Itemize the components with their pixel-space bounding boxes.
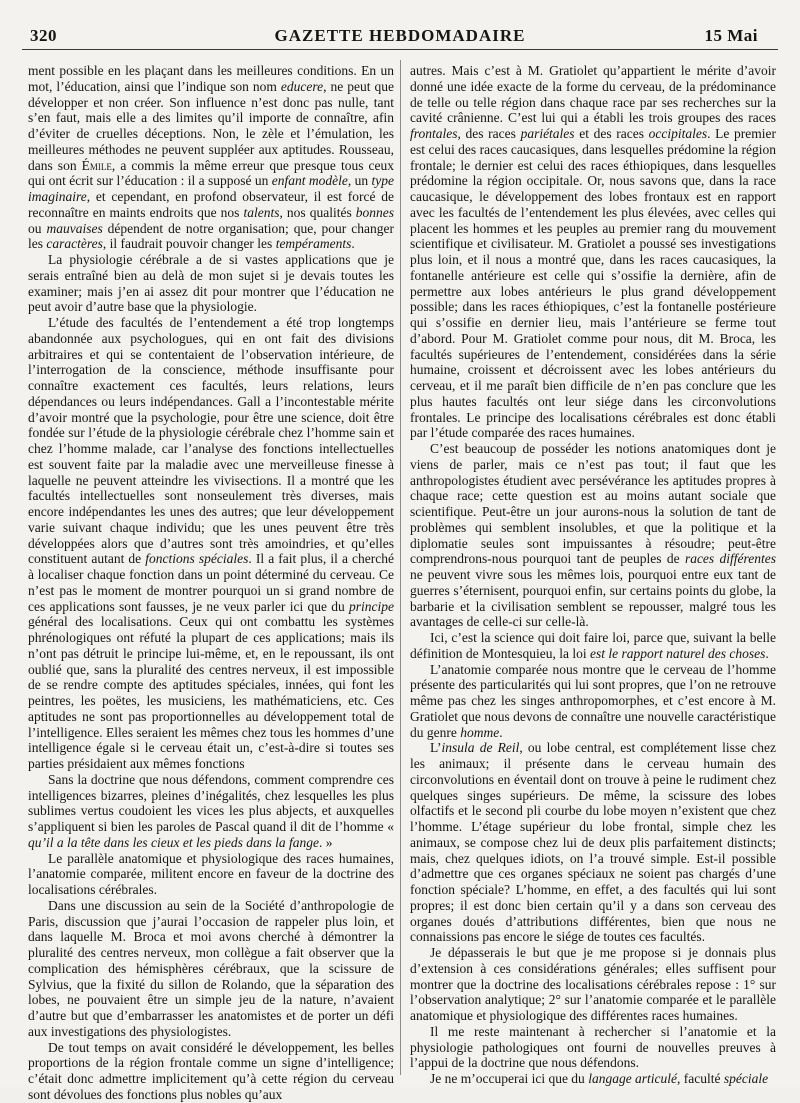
text-run: , et cependant, en profond observateur, il est forcé de reconnaître en maints endroits que nos [28,189,394,220]
text-run: . » [318,834,333,850]
text-run: , a commis la même erreur que presque tous ceux qui ont écrit sur l’éducation : il a supposé un [28,157,395,189]
italic-run: enfant modèle [271,173,348,189]
text-run: , un [347,173,372,189]
text-run: , faculté [677,1071,724,1086]
paragraph [28,63,394,252]
text-run: , nos qualités [279,204,356,220]
paragraph [28,772,394,851]
paragraph [410,1071,776,1087]
column-separator [400,60,401,1075]
text-run: ment possible en les plaçant dans les meilleures conditions. En un mot, l’éducation, ainsi que l’indique son nom [28,63,394,94]
italic-run: bonnes [355,204,394,220]
text-run: et des races [574,126,649,141]
issue-date: 15 Mai [704,26,758,45]
italic-run: mauvaises [46,220,103,236]
paragraph [410,740,776,945]
text-run: , il faudrait pouvoir changer les [102,236,276,252]
left-column [28,63,395,1102]
text-run: Ici, c’est la science qui doit faire loi, parce que, suivant la belle définition de Montesquieu, la loi [410,630,776,661]
text-run: , ne peut que développer et non créer. Son influence n’est donc pas nulle, tant s’en faut, mais elle a des limites qu’il importe de connaître, afin d’éviter de cruelles déceptions. Non, le zèle et l’émulation, les meilleures méthodes ne peuvent suppléer aux aptitudes. Rousseau, dans son [28,78,394,173]
text-run: Je ne m’occuperai ici que du [430,1071,589,1086]
right-column [410,63,776,1086]
paragraph [410,441,776,630]
text-run: L’ [430,740,442,756]
italic-run: educere [280,78,324,94]
text-run: L’anatomie comparée nous montre que le cerveau de l’homme présente des particularités qui lui sont propres, que l’on ne retrouve même pas chez les singes anthropomorphes, et c’est encore à M. Gratiolet que nous devons de connaître une nouvelle caractéristique du genre [410,661,776,740]
text-run: Sans la doctrine que nous défendons, comment comprendre ces intelligences bizarres, pleines d’inégalités, chez lesquelles les plus sublimes vertus coudoient les vices les plus abjects, et auxquelles s’appliquent si bien les paroles de Pascal quand il dit de l’homme « [28,771,394,834]
text-run: général des localisations. Ceux qui ont combattu les systèmes phrénologiques ont réfuté la plupart de ces applications; mais ils n’ont pas détruit le principe lui-même, et, en le repoussant, ils ont oublié que, sans la pluralité des centres nerveux, il est impossible de se rendre compte des aptitudes spéciales, innées, qui font les peintres, les poëtes, les musiciens, les mathématiciens, etc. Ces aptitudes ne sont pas proportionnelles au développement total de l’intelligence. Elles seraient les mêmes chez tous les hommes d’une intelligence égale si le cerveau était un, c’est-à-dire si toutes ses parties présidaient aux mêmes fonctions [28,614,394,771]
text-run: . [351,236,355,252]
text-run: ou [28,220,47,236]
small-caps-run: Émile [81,157,112,173]
paragraph: Il me reste maintenant à rechercher si l’anatomie et la physiologie pathologiques ont fourni de nouvelles preuves à l’appui de la doctrine que nous défendons. [410,1023,776,1071]
italic-run: type imaginaire [28,173,394,204]
text-run: . Le premier est celui des races caucasiques, dans lesquelles prédomine la région frontale; le dernier est celui des races éthiopiques, dans lesquelles prédomine la région occipitale. Or, nous savons que, dans la race caucasique, le développement des lobes frontaux est en rapport avec les facultés de l’entendement les plus élevées, avec celles qui placent les hommes et les peuples au premier rang du mouvement scientifique et civilisateur. M. Gratiolet a poussé ses investigations plus loin, et il nous a montré que, dans les races caucasiques, la fontanelle antérieure est celle qui s’ossifie la dernière, afin de permettre aux lobes antérieurs le plus grand développement possible; dans les races éthiopiques, c’est la fontanelle postérieure qui s’ossifie en dernier lieu, mais l’antérieure se ferme tout d’abord. Pour M. Gratiolet comme pour nous, dit M. Broca, les facultés supérieures de l’entendement, considérées dans la série humaine, croissent et décroissent avec les lobes antérieurs du cerveau, et il me paraît bien difficile de n’en pas conclure que les plus hautes facultés ont leur siége dans les circonvolutions frontales. Le principe des localisations cérébrales est donc établi par l’étude comparée des races humaines. [410,126,776,441]
italic-run: est le rapport naturel des choses [589,645,766,661]
italic-run: spéciale [723,1071,769,1086]
paragraph: De tout temps on avait considéré le développement, les belles proportions de la région frontale comme un signe d’intelligence; c’était donc admettre implicitement qu’à cette région du cerveau sont dévolues des fonctions plus nobles qu’aux [28,1039,394,1102]
header-rule [22,49,778,50]
paragraph: Dans une discussion au sein de la Société d’anthropologie de Paris, discussion que j’aurai l’occasion de rappeler plus loin, et dans laquelle M. Broca et moi avons cherché à démontrer la pluralité des centres nerveux, mon collègue a fait observer que la complication des hémisphères cérébraux, que la scissure de Sylvius, que la fixité du sillon de Rolando, que la séparation des lobes, ne pouvaient être un simple jeu de la nature, n’avaient d’autre but que d’embarrasser les anatomistes et de porter un défi aux investigations des physiologistes. [28,897,394,1039]
paragraph [410,63,776,441]
text-run: autres. Mais c’est à M. Gratiolet qu’appartient le mérite d’avoir donné une idée exacte de la forme du cerveau, de la prédominance de telle ou telle région dans chaque race par ses recherches sur la cavité crânienne. C’est lui qui a établi les trois groupes des races [410,63,776,126]
text-run: . [499,724,503,740]
italic-run: talents [243,204,280,220]
text-run: . [765,645,769,661]
paragraph: Le parallèle anatomique et physiologique des races humaines, l’anatomie comparée, militent encore en faveur de la doctrine des localisations cérébrales. [28,850,394,897]
page-number: 320 [30,26,57,45]
paragraph [410,630,776,662]
text-run: ne peuvent vivre sous les mêmes lois, pourquoi entre eux tant de guerres s’éternisent, pourquoi enfin, sur certains points du globe, la barbarie et la civilisation semblent se repousser, malgré tous les avantages de celle-ci sur celle-là. [410,567,776,630]
text-run: . Il a fait plus, il a cherché à localiser chaque fonction dans un point déterminé du cerveau. Ce n’est pas le moment de montrer pourquoi un si grand nombre de ces applications sont fausses, je ne veux parler ici que du [28,551,395,614]
italic-run: races différentes [684,551,776,567]
journal-title: GAZETTE HEBDOMADAIRE [274,26,526,45]
italic-run: insula de Reil [441,740,520,756]
italic-run: tempéraments [275,236,352,252]
italic-run: pariétales [520,126,575,141]
paragraph [28,315,394,772]
italic-run: occipitales [648,126,708,141]
italic-run: qu’il a la tête dans les cieux et les pieds dans la fange [28,834,319,850]
text-run: L’étude des facultés de l’entendement a été trop longtemps abandonnée aux psychologues, qui en ont fait des divisions arbitraires et qui se contentaient de l’observation intérieure, de l’interrogation de la conscience, méthode insuffisante pour connaître exactement ces facultés, leurs relations, leurs dépendances ou leurs indépendances. Gall a l’incontestable mérite d’avoir montré que la psychologie, pour être une science, doit être fondée sur l’étude de la physiologie cérébrale chez l’homme sain et chez l’homme malade, car l’analyse des fonctions intellectuelles est souvent faite par la maladie avec une merveilleuse finesse à laquelle ne peuvent atteindre les vivisections. Il a montré que les facultés intellectuelles sont nonseulement très diverses, mais encore indépendantes les unes des autres; que leur développement varie suivant chaque individu; que les unes peuvent être très développées alors que d’autres sont très amoindries, et qu’elles constituent autant de [28,315,394,567]
italic-run: caractères [46,236,103,252]
italic-run: frontales [410,126,458,141]
text-run: , ou lobe central, est complétement lisse chez les animaux; il présente dans le cerveau humain des circonvolutions en éventail dont on trouve à peine le rudiment chez quelques singes supérieurs. De même, la scissure des lobes olfactifs et le second pli courbe du lobe moyen n’existent que chez l’homme. L’étage supérieur du lobe frontal, simple chez les animaux, se compose chez lui de deux plis parfaitement distincts; mais, chez quelques idiots, on l’a trouvé simple. Est-il possible d’admettre que ces organes spéciaux ne soient pas chargés d’une fonction spéciale? L’homme, en effet, a des facultés qui lui sont propres; il est donc bien certain qu’il y a dans son cerveau des organes doués d’attributions différentes, bien que nous ne connaissions pas encore le siége de toutes ces facultés. [410,740,776,945]
italic-run: fonctions spéciales [145,551,249,567]
paragraph [410,662,776,741]
text-run: , des races [457,126,521,141]
paragraph: La physiologie cérébrale a de si vastes applications que je serais entraîné bien au delà de mon sujet si je devais toutes les examiner; mais j’en ai assez dit pour montrer que l’éducation ne peut avoir d’autre base que la physiologie. [28,252,394,315]
paragraph: Je dépasserais le but que je me propose si je donnais plus d’extension à ces considérations générales; elles suffisent pour montrer que la doctrine des localisations cérébrales repose : 1° sur l’observation analytique; 2° sur l’anatomie comparée et le parallèle anatomique et physiologique des différentes races humaines. [410,945,776,1023]
text-run: C’est beaucoup de posséder les notions anatomiques dont je viens de parler, mais ce n’est pas tout; il faut que les anthropologistes étudient avec persévérance les aptitudes propres à chaque race; cette question est au moins autant sociale que scientifique. Peut-être un jour aurons-nous la solution de tant de problèmes qui semblent insolubles, et que la politique et la diplomatie seules sont impuissantes à résoudre; peut-être comprendrons-nous pourquoi tant de peuples de [410,441,776,567]
italic-run: langage articulé [588,1071,678,1086]
italic-run: principe [349,598,394,614]
italic-run: homme [460,724,500,740]
text-run: dépendent de notre organisation; que, pour changer les [28,220,394,252]
